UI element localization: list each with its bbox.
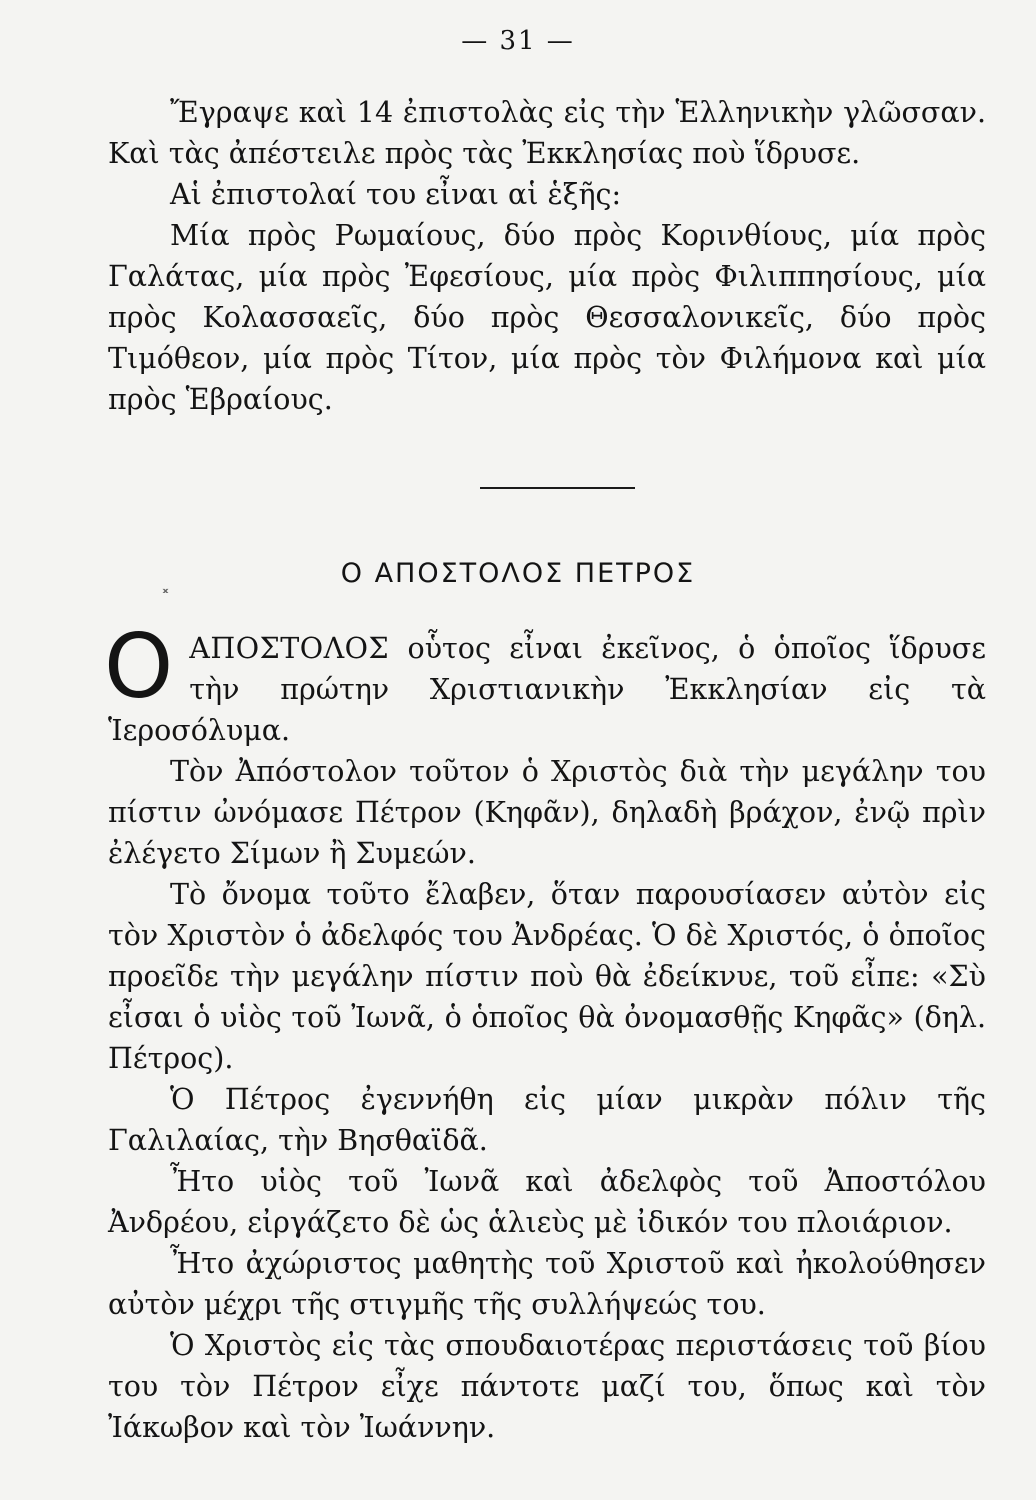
section-divider	[480, 487, 635, 489]
intro-paragraph-epistles-list: Μία πρὸς Ρωμαίους, δύο πρὸς Κορινθίους, μία πρὸς Γαλάτας, μία πρὸς Ἐφεσίους, μία πρὸς Φιλιππησίους, μία πρὸς Κολασσαεῖς, δύο πρὸς Θεσσαλονικεῖς, δύο πρὸς Τιμόθεον, μία πρὸς Τίτον, μία πρὸς τὸν Φιλήμονα καὶ μία πρὸς Ἑβραίους.	[108, 219, 986, 416]
print-mark: ˟	[160, 588, 171, 613]
section-paragraph-name: Τὸν Ἀπόστολον τοῦτον ὁ Χριστὸς διὰ τὴν μεγάλην του πίστιν ὠνόμασε Πέτρον (Κηφᾶν), δηλαδὴ βράχον, ἐνῷ πρὶν ἐλέγετο Σίμων ἢ Συμεών.	[108, 755, 986, 870]
section-paragraph-disciple: Ἦτο ἀχώριστος μαθητὴς τοῦ Χριστοῦ καὶ ἠκολούθησεν αὐτὸν μέχρι τῆς στιγμῆς τῆς συλλήψεώς του.	[108, 1247, 986, 1321]
intro-text	[108, 92, 986, 420]
opening-text: οὗτος εἶναι ἐκεῖνος, ὁ ὁποῖος ἵδρυσε τὴν πρώτην Χριστιανικὴν Ἐκκλησίαν εἰς τὰ Ἱεροσόλυμα.	[108, 632, 986, 747]
section-title: Ο ΑΠΟΣΤΟΛΟΣ ΠΕΤΡΟΣ	[340, 558, 696, 589]
intro-paragraph-epistles-count: Ἔγραψε καὶ 14 ἐπιστολὰς εἰς τὴν Ἑλληνικὴν γλῶσσαν. Καὶ τὰς ἀπέστειλε πρὸς τὰς Ἐκκλησίας ποὺ ἵδρυσε.	[108, 96, 986, 170]
section-paragraph-companions: Ὁ Χριστὸς εἰς τὰς σπουδαιοτέρας περιστάσεις τοῦ βίου του τὸν Πέτρον εἶχε πάντοτε μαζί του, ὅπως καὶ τὸν Ἰάκωβον καὶ τὸν Ἰωάννην.	[108, 1329, 986, 1444]
page-number: — 31 —	[461, 26, 575, 56]
section-paragraph-naming-story: Τὸ ὄνομα τοῦτο ἔλαβεν, ὅταν παρουσίασεν αὐτὸν εἰς τὸν Χριστὸν ὁ ἀδελφός του Ἀνδρέας. Ὁ δὲ Χριστός, ὁ ὁποῖος προεῖδε τὴν μεγάλην πίστιν ποὺ θὰ ἐδείκνυε, τοῦ εἶπε: «Σὺ εἶσαι ὁ υἱὸς τοῦ Ἰωνᾶ, ὁ ὁποῖος θὰ ὀνομασθῇς Κηφᾶς» (δηλ. Πέτρος).	[108, 878, 986, 1075]
section-paragraph-birthplace: Ὁ Πέτρος ἐγεννήθη εἰς μίαν μικρὰν πόλιν τῆς Γαλιλαίας, τὴν Βησθαϊδᾶ.	[108, 1083, 986, 1157]
opening-small-caps: ΑΠΟΣΤΟΛΟΣ	[189, 632, 390, 665]
drop-capital: Ο	[104, 615, 174, 718]
section-text	[104, 615, 986, 1448]
section-paragraph-opening	[104, 615, 986, 751]
intro-paragraph-epistles-heading: Αἱ ἐπιστολαί του εἶναι αἱ ἑξῆς:	[170, 178, 622, 211]
section-paragraph-family: Ἦτο υἱὸς τοῦ Ἰωνᾶ καὶ ἀδελφὸς τοῦ Ἀποστόλου Ἀνδρέου, εἰργάζετο δὲ ὡς ἁλιεὺς μὲ ἰδικόν του πλοιάριον.	[108, 1165, 986, 1239]
